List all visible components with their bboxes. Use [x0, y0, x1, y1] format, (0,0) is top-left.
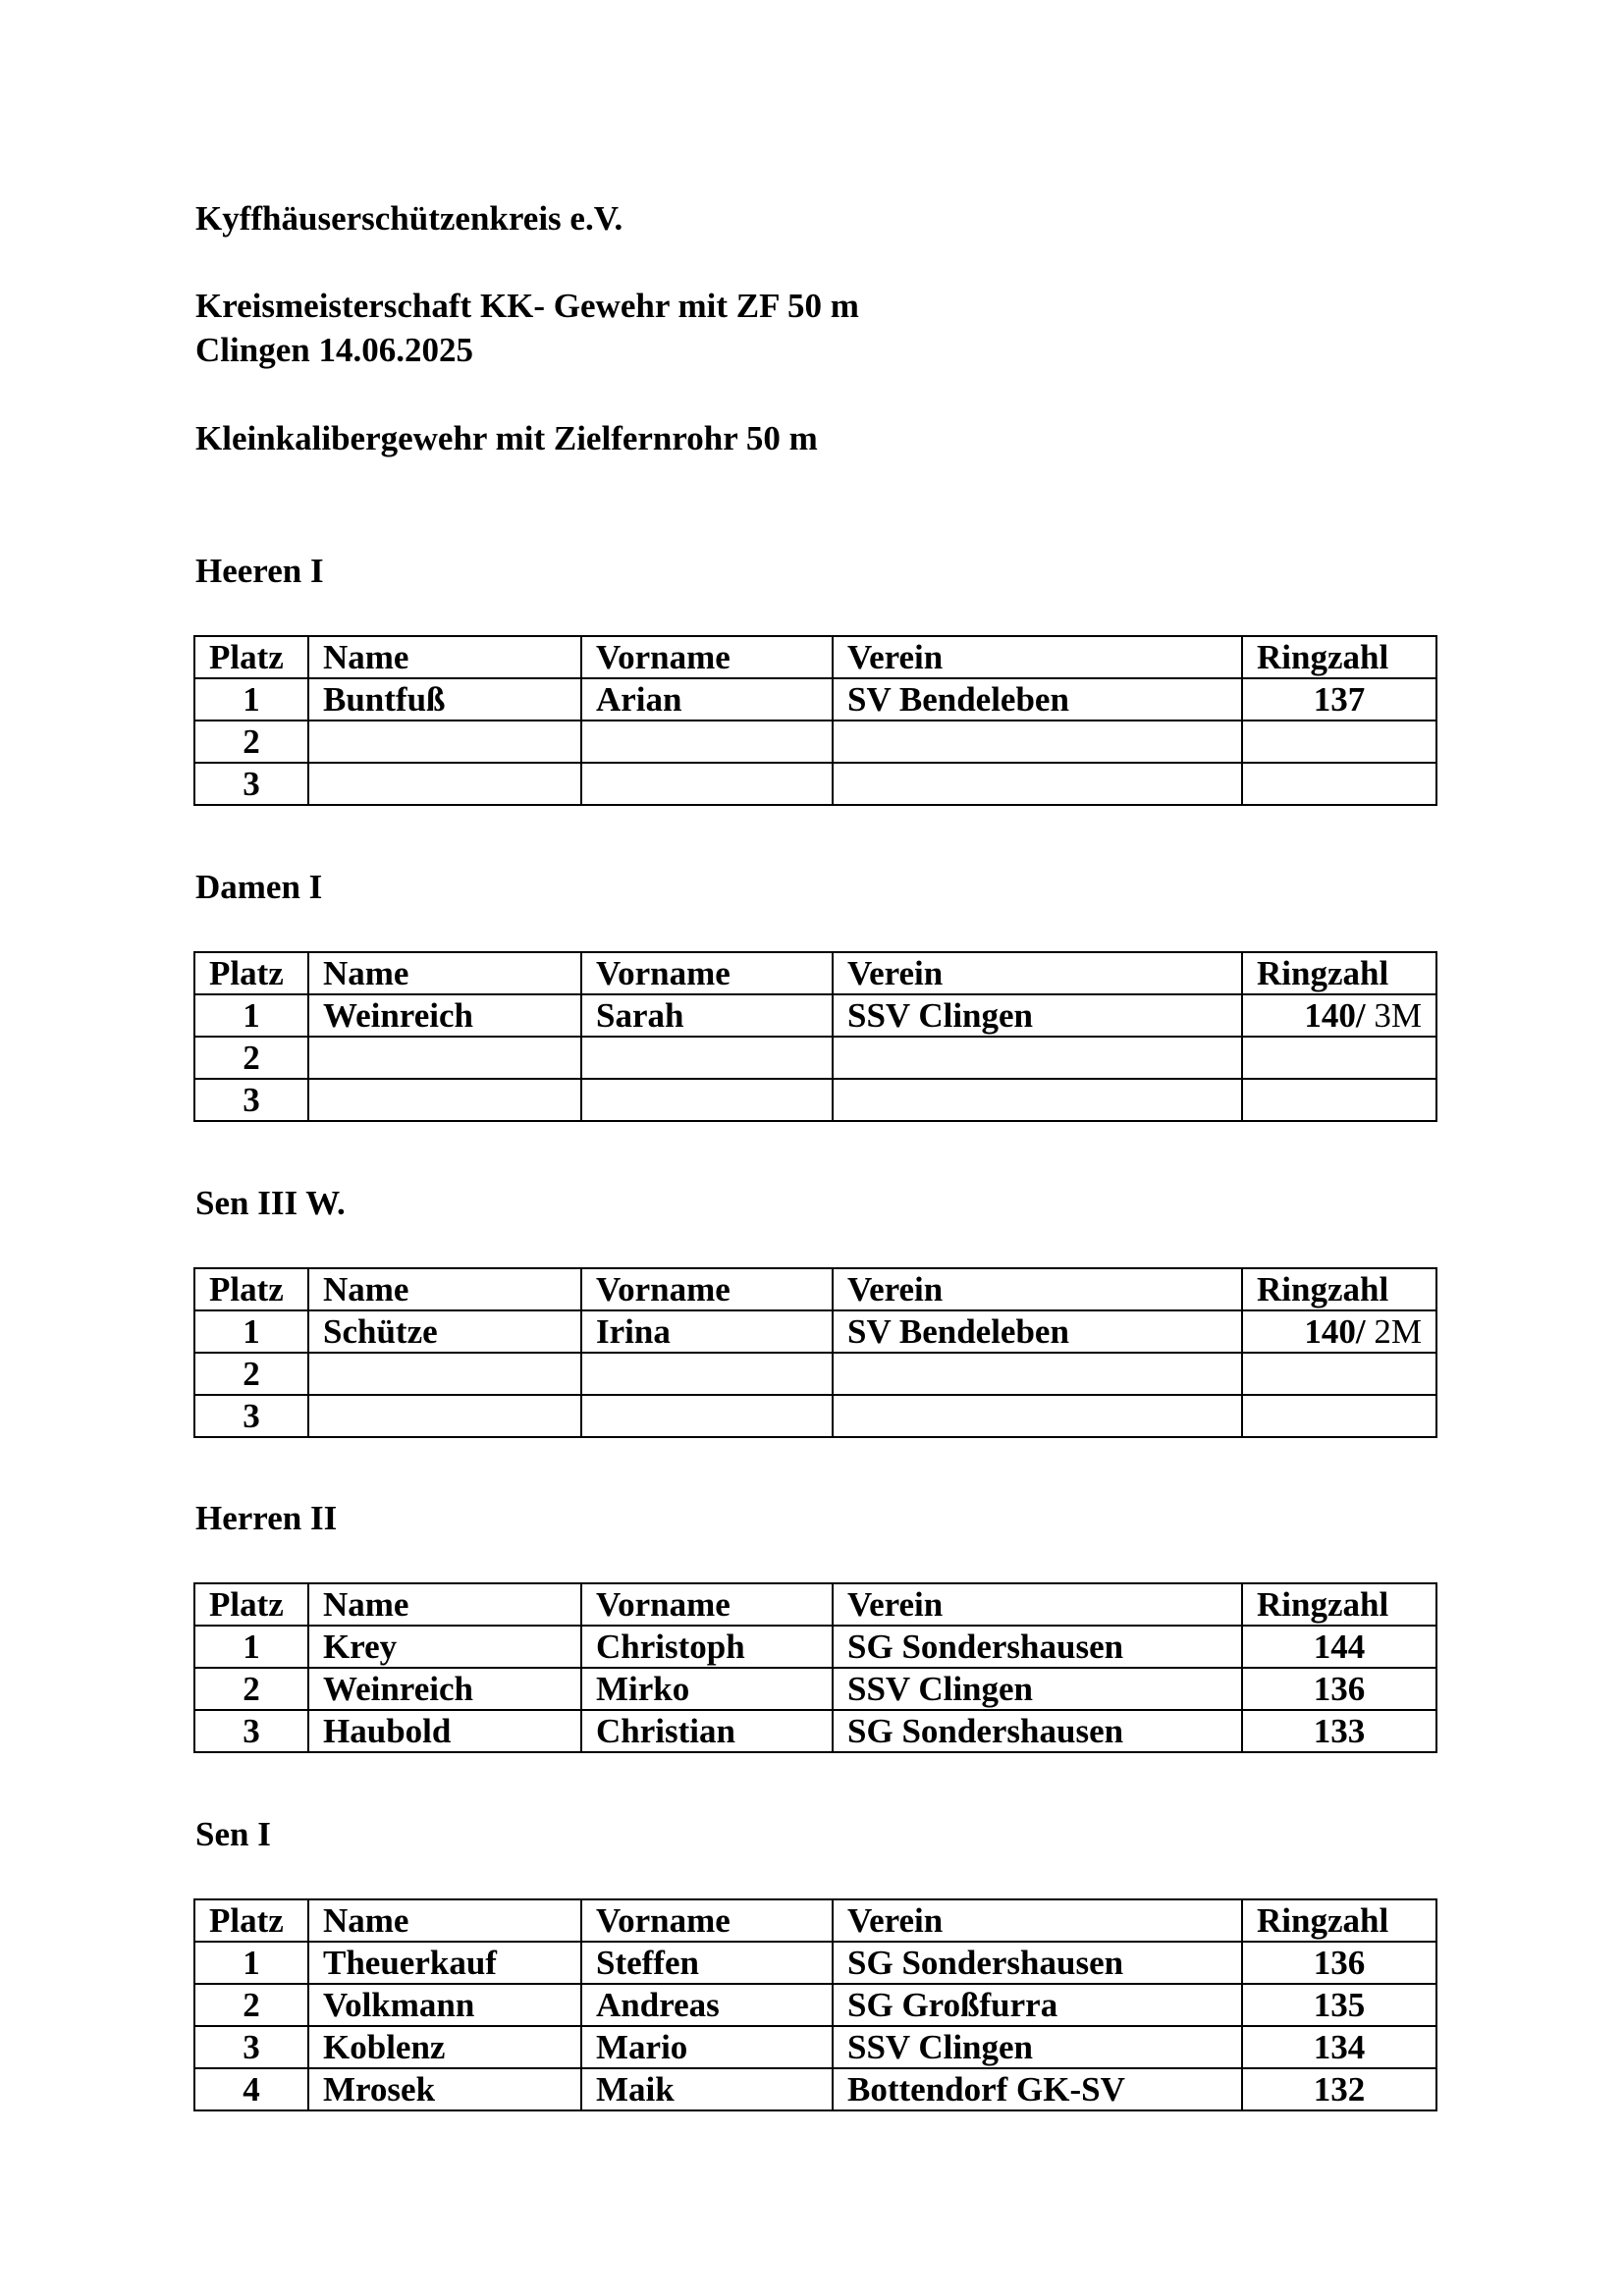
- cell-vorname: [581, 1037, 833, 1079]
- table-header-row: [194, 636, 1436, 678]
- organization-name: Kyffhäuserschützenkreis e.V.: [195, 199, 623, 238]
- column-header-vorname: Vorname: [581, 952, 833, 994]
- cell-verein: [833, 763, 1242, 805]
- results-table: [193, 1898, 1437, 2111]
- cell-platz: 1: [194, 1942, 308, 1984]
- table-row: [194, 1395, 1436, 1437]
- ringzahl-value: 140/: [1304, 996, 1366, 1035]
- table-header-row: [194, 1583, 1436, 1626]
- column-header-platz: Platz: [194, 1268, 308, 1310]
- cell-ringzahl: [1242, 2026, 1436, 2068]
- cell-ringzahl: [1242, 1626, 1436, 1668]
- cell-name: Mrosek: [308, 2068, 581, 2110]
- table-row: [194, 994, 1436, 1037]
- ringzahl-value: 136: [1313, 1670, 1366, 1708]
- cell-verein: [833, 1353, 1242, 1395]
- cell-platz: 2: [194, 1353, 308, 1395]
- cell-platz: 1: [194, 678, 308, 721]
- results-table: [193, 635, 1437, 806]
- cell-ringzahl: [1242, 763, 1436, 805]
- table-row: [194, 1710, 1436, 1752]
- table-row: [194, 1668, 1436, 1710]
- cell-platz: 2: [194, 1984, 308, 2026]
- column-header-ringzahl: Ringzahl: [1242, 1268, 1436, 1310]
- cell-platz: 1: [194, 994, 308, 1037]
- ringzahl-note: 2M: [1365, 1312, 1422, 1351]
- cell-verein: [833, 1079, 1242, 1121]
- section-title: Sen I: [195, 1815, 271, 1853]
- cell-vorname: Mario: [581, 2026, 833, 2068]
- section-title: Heeren I: [195, 552, 324, 590]
- cell-platz: 4: [194, 2068, 308, 2110]
- cell-name: [308, 1395, 581, 1437]
- table-row: [194, 1353, 1436, 1395]
- table-header-row: [194, 952, 1436, 994]
- table-row: [194, 2068, 1436, 2110]
- cell-ringzahl: [1242, 1395, 1436, 1437]
- column-header-name: Name: [308, 1268, 581, 1310]
- cell-ringzahl: [1242, 1942, 1436, 1984]
- cell-name: Volkmann: [308, 1984, 581, 2026]
- column-header-verein: Verein: [833, 952, 1242, 994]
- ringzahl-value: 133: [1313, 1712, 1366, 1750]
- column-header-verein: Verein: [833, 1268, 1242, 1310]
- column-header-verein: Verein: [833, 1583, 1242, 1626]
- ringzahl-note: 3M: [1365, 996, 1422, 1035]
- column-header-name: Name: [308, 952, 581, 994]
- cell-platz: 2: [194, 721, 308, 763]
- cell-ringzahl: [1242, 2068, 1436, 2110]
- cell-verein: SSV Clingen: [833, 2026, 1242, 2068]
- column-header-vorname: Vorname: [581, 636, 833, 678]
- cell-verein: SG Sondershausen: [833, 1942, 1242, 1984]
- section-title: Damen I: [195, 868, 323, 906]
- cell-vorname: [581, 763, 833, 805]
- column-header-platz: Platz: [194, 1899, 308, 1942]
- cell-platz: 1: [194, 1626, 308, 1668]
- table-header-row: [194, 1268, 1436, 1310]
- column-header-platz: Platz: [194, 952, 308, 994]
- cell-vorname: Andreas: [581, 1984, 833, 2026]
- cell-platz: 3: [194, 1395, 308, 1437]
- cell-platz: 3: [194, 763, 308, 805]
- column-header-ringzahl: Ringzahl: [1242, 1899, 1436, 1942]
- cell-ringzahl: [1242, 678, 1436, 721]
- cell-verein: SG Sondershausen: [833, 1626, 1242, 1668]
- cell-name: Weinreich: [308, 1668, 581, 1710]
- cell-vorname: Steffen: [581, 1942, 833, 1984]
- column-header-vorname: Vorname: [581, 1583, 833, 1626]
- table-row: [194, 2026, 1436, 2068]
- cell-name: Schütze: [308, 1310, 581, 1353]
- cell-name: Buntfuß: [308, 678, 581, 721]
- column-header-name: Name: [308, 1583, 581, 1626]
- cell-name: Krey: [308, 1626, 581, 1668]
- section-title: Sen III W.: [195, 1184, 346, 1222]
- ringzahl-value: 134: [1313, 2028, 1366, 2066]
- cell-name: Haubold: [308, 1710, 581, 1752]
- column-header-ringzahl: Ringzahl: [1242, 636, 1436, 678]
- cell-verein: Bottendorf GK-SV: [833, 2068, 1242, 2110]
- table-row: [194, 1942, 1436, 1984]
- column-header-name: Name: [308, 1899, 581, 1942]
- results-table: [193, 951, 1437, 1122]
- cell-name: [308, 721, 581, 763]
- cell-verein: SV Bendeleben: [833, 678, 1242, 721]
- table-row: [194, 1626, 1436, 1668]
- cell-verein: [833, 721, 1242, 763]
- column-header-vorname: Vorname: [581, 1899, 833, 1942]
- cell-vorname: [581, 1353, 833, 1395]
- cell-verein: SSV Clingen: [833, 1668, 1242, 1710]
- table-header-row: [194, 1899, 1436, 1942]
- cell-vorname: [581, 1395, 833, 1437]
- cell-ringzahl: [1242, 1353, 1436, 1395]
- column-header-verein: Verein: [833, 1899, 1242, 1942]
- cell-ringzahl: [1242, 1984, 1436, 2026]
- cell-ringzahl: [1242, 1079, 1436, 1121]
- cell-vorname: Sarah: [581, 994, 833, 1037]
- cell-vorname: Arian: [581, 678, 833, 721]
- cell-platz: 3: [194, 1710, 308, 1752]
- cell-vorname: Irina: [581, 1310, 833, 1353]
- cell-name: Koblenz: [308, 2026, 581, 2068]
- ringzahl-value: 136: [1313, 1944, 1366, 1982]
- cell-vorname: Mirko: [581, 1668, 833, 1710]
- cell-name: [308, 1353, 581, 1395]
- cell-platz: 2: [194, 1037, 308, 1079]
- cell-vorname: [581, 1079, 833, 1121]
- cell-platz: 1: [194, 1310, 308, 1353]
- ringzahl-value: 137: [1313, 680, 1366, 719]
- cell-name: Weinreich: [308, 994, 581, 1037]
- event-location-date: Clingen 14.06.2025: [195, 331, 473, 369]
- cell-vorname: Christian: [581, 1710, 833, 1752]
- cell-vorname: Christoph: [581, 1626, 833, 1668]
- results-table: [193, 1582, 1437, 1753]
- table-row: [194, 1079, 1436, 1121]
- ringzahl-value: 140/: [1304, 1312, 1366, 1351]
- cell-name: [308, 1037, 581, 1079]
- column-header-name: Name: [308, 636, 581, 678]
- column-header-vorname: Vorname: [581, 1268, 833, 1310]
- cell-platz: 3: [194, 1079, 308, 1121]
- cell-ringzahl: [1242, 994, 1436, 1037]
- table-row: [194, 1984, 1436, 2026]
- event-title: Kreismeisterschaft KK- Gewehr mit ZF 50 m: [195, 287, 859, 325]
- cell-name: [308, 1079, 581, 1121]
- table-row: [194, 1310, 1436, 1353]
- cell-name: [308, 763, 581, 805]
- cell-verein: [833, 1395, 1242, 1437]
- table-row: [194, 721, 1436, 763]
- discipline-title: Kleinkalibergewehr mit Zielfernrohr 50 m: [195, 419, 818, 457]
- column-header-ringzahl: Ringzahl: [1242, 1583, 1436, 1626]
- cell-ringzahl: [1242, 1037, 1436, 1079]
- cell-vorname: [581, 721, 833, 763]
- cell-verein: SG Sondershausen: [833, 1710, 1242, 1752]
- column-header-verein: Verein: [833, 636, 1242, 678]
- cell-verein: SV Bendeleben: [833, 1310, 1242, 1353]
- cell-name: Theuerkauf: [308, 1942, 581, 1984]
- cell-verein: SG Großfurra: [833, 1984, 1242, 2026]
- ringzahl-value: 135: [1313, 1986, 1366, 2024]
- cell-verein: SSV Clingen: [833, 994, 1242, 1037]
- cell-verein: [833, 1037, 1242, 1079]
- cell-ringzahl: [1242, 721, 1436, 763]
- cell-ringzahl: [1242, 1310, 1436, 1353]
- column-header-platz: Platz: [194, 1583, 308, 1626]
- section-title: Herren II: [195, 1499, 338, 1537]
- cell-platz: 3: [194, 2026, 308, 2068]
- cell-ringzahl: [1242, 1668, 1436, 1710]
- cell-vorname: Maik: [581, 2068, 833, 2110]
- ringzahl-value: 144: [1313, 1628, 1366, 1666]
- cell-ringzahl: [1242, 1710, 1436, 1752]
- column-header-ringzahl: Ringzahl: [1242, 952, 1436, 994]
- table-row: [194, 763, 1436, 805]
- table-row: [194, 1037, 1436, 1079]
- column-header-platz: Platz: [194, 636, 308, 678]
- results-table: [193, 1267, 1437, 1438]
- ringzahl-value: 132: [1313, 2070, 1366, 2109]
- table-row: [194, 678, 1436, 721]
- cell-platz: 2: [194, 1668, 308, 1710]
